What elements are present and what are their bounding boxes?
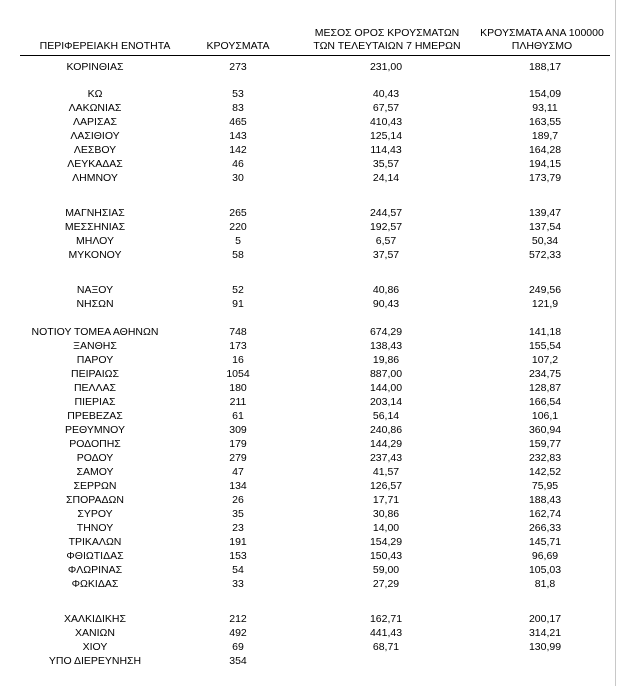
cell-region: ΝΗΣΩΝ xyxy=(76,298,114,310)
cell-avg-7-days: 27,29 xyxy=(372,578,400,590)
header-avg-line-2: ΤΩΝ ΤΕΛΕΥΤΑΙΩΝ 7 ΗΜΕΡΩΝ xyxy=(313,40,461,52)
cell-region: ΠΑΡΟΥ xyxy=(76,354,114,366)
cell-cases: 279 xyxy=(229,452,247,464)
cell-cases-per-100k: 232,83 xyxy=(528,452,562,464)
table-row xyxy=(0,235,619,248)
cell-avg-7-days: 40,86 xyxy=(372,284,400,296)
cell-region: ΦΛΩΡΙΝΑΣ xyxy=(67,564,123,576)
cell-avg-7-days: 144,29 xyxy=(369,438,403,450)
table-header xyxy=(0,0,619,60)
cell-cases-per-100k: 159,77 xyxy=(528,438,562,450)
cell-cases-per-100k: 145,71 xyxy=(528,536,562,548)
header-avg-7-days xyxy=(306,27,468,53)
cell-cases-per-100k: 50,34 xyxy=(531,235,559,247)
cell-cases: 191 xyxy=(229,536,247,548)
cell-avg-7-days: 17,71 xyxy=(372,494,400,506)
cell-region: ΤΗΝΟΥ xyxy=(76,522,114,534)
cell-avg-7-days: 126,57 xyxy=(369,480,403,492)
cell-cases: 52 xyxy=(232,284,244,296)
cell-region: ΛΑΚΩΝΙΑΣ xyxy=(68,102,122,114)
cell-region: ΝΟΤΙΟΥ ΤΟΜΕΑ ΑΘΗΝΩΝ xyxy=(31,326,159,338)
table-row xyxy=(0,340,619,353)
cell-cases: 273 xyxy=(229,61,247,73)
cell-cases: 69 xyxy=(232,641,244,653)
table-row xyxy=(0,102,619,115)
cell-avg-7-days: 162,71 xyxy=(369,613,403,625)
cell-cases-per-100k: 121,9 xyxy=(531,298,559,310)
cell-region: ΛΑΣΙΘΙΟΥ xyxy=(70,130,120,142)
header-cases-per-100k xyxy=(472,27,612,53)
table-row xyxy=(0,88,619,101)
cell-cases: 23 xyxy=(232,522,244,534)
table-row xyxy=(0,424,619,437)
table-row xyxy=(0,578,619,591)
cell-cases: 46 xyxy=(232,158,244,170)
cell-cases: 30 xyxy=(232,172,244,184)
cell-cases: 354 xyxy=(229,655,247,667)
table-row xyxy=(0,249,619,262)
cell-cases-per-100k: 173,79 xyxy=(528,172,562,184)
cell-avg-7-days: 90,43 xyxy=(372,298,400,310)
table-row xyxy=(0,354,619,367)
cell-region: ΚΩ xyxy=(87,88,103,100)
cell-cases: 179 xyxy=(229,438,247,450)
cell-cases: 1054 xyxy=(226,368,250,380)
table-row xyxy=(0,627,619,640)
cell-avg-7-days: 37,57 xyxy=(372,249,400,261)
table-row xyxy=(0,298,619,311)
cell-cases: 83 xyxy=(232,102,244,114)
cell-cases: 16 xyxy=(232,354,244,366)
table-row xyxy=(0,564,619,577)
cell-cases-per-100k: 188,17 xyxy=(528,61,562,73)
cell-cases-per-100k: 154,09 xyxy=(528,88,562,100)
table-row xyxy=(0,382,619,395)
cell-cases-per-100k: 96,69 xyxy=(531,550,559,562)
header-per100k-line-1: ΚΡΟΥΣΜΑΤΑ ΑΝΑ 100000 xyxy=(480,27,604,39)
cell-cases-per-100k: 142,52 xyxy=(528,466,562,478)
cell-region: ΥΠΟ ΔΙΕΡΕΥΝΗΣΗ xyxy=(48,655,142,667)
table-row xyxy=(0,116,619,129)
header-avg-line-1: ΜΕΣΟΣ ΟΡΟΣ ΚΡΟΥΣΜΑΤΩΝ xyxy=(314,27,460,39)
cell-cases: 61 xyxy=(232,410,244,422)
cell-region: ΜΥΚΟΝΟΥ xyxy=(68,249,122,261)
cell-cases: 492 xyxy=(229,627,247,639)
table-row xyxy=(0,396,619,409)
cell-cases: 265 xyxy=(229,207,247,219)
cell-cases-per-100k: 106,1 xyxy=(531,410,559,422)
table-row xyxy=(0,480,619,493)
cell-region: ΣΥΡΟΥ xyxy=(77,508,113,520)
cell-cases: 35 xyxy=(232,508,244,520)
cell-cases-per-100k: 162,74 xyxy=(528,508,562,520)
table-row xyxy=(0,326,619,339)
cell-region: ΧΑΛΚΙΔΙΚΗΣ xyxy=(64,613,126,625)
cell-cases-per-100k: 81,8 xyxy=(534,578,556,590)
cell-cases-per-100k: 164,28 xyxy=(528,144,562,156)
cell-cases-per-100k: 107,2 xyxy=(531,354,559,366)
cell-avg-7-days: 19,86 xyxy=(372,354,400,366)
cell-avg-7-days: 6,57 xyxy=(375,235,397,247)
cell-avg-7-days: 56,14 xyxy=(372,410,400,422)
cell-region: ΜΕΣΣΗΝΙΑΣ xyxy=(64,221,126,233)
cell-avg-7-days: 41,57 xyxy=(372,466,400,478)
cell-avg-7-days: 24,14 xyxy=(372,172,400,184)
cell-region: ΝΑΞΟΥ xyxy=(76,284,114,296)
header-region: ΠΕΡΙΦΕΡΕΙΑΚΗ ΕΝΟΤΗΤΑ xyxy=(39,40,171,52)
cell-region: ΚΟΡΙΝΘΙΑΣ xyxy=(66,61,124,73)
cell-avg-7-days: 67,57 xyxy=(372,102,400,114)
cell-cases: 142 xyxy=(229,144,247,156)
cell-cases: 212 xyxy=(229,613,247,625)
table-row xyxy=(0,438,619,451)
cell-cases: 54 xyxy=(232,564,244,576)
cell-cases: 180 xyxy=(229,382,247,394)
table-row xyxy=(0,508,619,521)
cell-region: ΡΕΘΥΜΝΟΥ xyxy=(64,424,125,436)
cell-region: ΞΑΝΘΗΣ xyxy=(73,340,117,352)
cell-avg-7-days: 40,43 xyxy=(372,88,400,100)
cell-avg-7-days: 237,43 xyxy=(369,452,403,464)
header-underline xyxy=(20,55,610,56)
cell-cases: 26 xyxy=(232,494,244,506)
cell-cases-per-100k: 163,55 xyxy=(528,116,562,128)
table-row xyxy=(0,158,619,171)
table-row xyxy=(0,130,619,143)
cell-cases-per-100k: 189,7 xyxy=(531,130,559,142)
cell-avg-7-days: 68,71 xyxy=(372,641,400,653)
cell-cases-per-100k: 200,17 xyxy=(528,613,562,625)
table-row xyxy=(0,144,619,157)
cell-avg-7-days: 410,43 xyxy=(369,116,403,128)
cell-region: ΡΟΔΟΥ xyxy=(76,452,114,464)
table-row xyxy=(0,522,619,535)
table-row xyxy=(0,410,619,423)
cell-cases: 309 xyxy=(229,424,247,436)
cell-avg-7-days: 144,00 xyxy=(369,382,403,394)
cell-avg-7-days: 150,43 xyxy=(369,550,403,562)
cell-region: ΠΕΙΡΑΙΩΣ xyxy=(71,368,119,380)
cell-cases-per-100k: 105,03 xyxy=(528,564,562,576)
cell-region: ΤΡΙΚΑΛΩΝ xyxy=(68,536,122,548)
cell-cases-per-100k: 128,87 xyxy=(528,382,562,394)
cell-region: ΛΕΣΒΟΥ xyxy=(73,144,117,156)
cell-region: ΛΕΥΚΑΔΑΣ xyxy=(67,158,123,170)
table-row xyxy=(0,550,619,563)
cell-cases-per-100k: 166,54 xyxy=(528,396,562,408)
cell-avg-7-days: 231,00 xyxy=(369,61,403,73)
cell-cases: 53 xyxy=(232,88,244,100)
table-row xyxy=(0,613,619,626)
cell-cases: 143 xyxy=(229,130,247,142)
cell-cases-per-100k: 130,99 xyxy=(528,641,562,653)
cell-cases-per-100k: 139,47 xyxy=(528,207,562,219)
cell-cases: 220 xyxy=(229,221,247,233)
cell-avg-7-days: 441,43 xyxy=(369,627,403,639)
cell-cases: 153 xyxy=(229,550,247,562)
cell-avg-7-days: 154,29 xyxy=(369,536,403,548)
table-row xyxy=(0,172,619,185)
cell-cases-per-100k: 75,95 xyxy=(531,480,559,492)
cell-region: ΛΗΜΝΟΥ xyxy=(72,172,118,184)
cell-cases-per-100k: 234,75 xyxy=(528,368,562,380)
header-cases: ΚΡΟΥΣΜΑΤΑ xyxy=(206,40,270,52)
cell-cases-per-100k: 249,56 xyxy=(528,284,562,296)
table-row xyxy=(0,452,619,465)
cell-region: ΠΕΛΛΑΣ xyxy=(73,382,117,394)
cell-region: ΡΟΔΟΠΗΣ xyxy=(69,438,121,450)
cell-cases-per-100k: 194,15 xyxy=(528,158,562,170)
cell-region: ΠΡΕΒΕΖΑΣ xyxy=(67,410,123,422)
cell-cases-per-100k: 314,21 xyxy=(528,627,562,639)
cell-region: ΣΕΡΡΩΝ xyxy=(73,480,117,492)
cell-avg-7-days: 203,14 xyxy=(369,396,403,408)
table-row xyxy=(0,221,619,234)
cell-avg-7-days: 192,57 xyxy=(369,221,403,233)
cell-region: ΠΙΕΡΙΑΣ xyxy=(74,396,116,408)
table-row xyxy=(0,284,619,297)
cell-cases-per-100k: 155,54 xyxy=(528,340,562,352)
table-row xyxy=(0,207,619,220)
cell-region: ΛΑΡΙΣΑΣ xyxy=(73,116,117,128)
cell-avg-7-days: 138,43 xyxy=(369,340,403,352)
cell-avg-7-days: 14,00 xyxy=(372,522,400,534)
cell-region: ΦΘΙΩΤΙΔΑΣ xyxy=(66,550,124,562)
cell-avg-7-days: 114,43 xyxy=(370,144,402,156)
cell-region: ΧΙΟΥ xyxy=(82,641,108,653)
table-row xyxy=(0,368,619,381)
table-row xyxy=(0,494,619,507)
cell-region: ΜΑΓΝΗΣΙΑΣ xyxy=(65,207,125,219)
cell-avg-7-days: 674,29 xyxy=(369,326,403,338)
cell-avg-7-days: 59,00 xyxy=(372,564,400,576)
cell-avg-7-days: 240,86 xyxy=(369,424,403,436)
cell-region: ΣΠΟΡΑΔΩΝ xyxy=(66,494,124,506)
cell-avg-7-days: 887,00 xyxy=(369,368,403,380)
table-row xyxy=(0,641,619,654)
cell-cases-per-100k: 572,33 xyxy=(528,249,562,261)
cell-cases-per-100k: 137,54 xyxy=(528,221,562,233)
cell-avg-7-days: 244,57 xyxy=(369,207,403,219)
cell-cases: 134 xyxy=(229,480,247,492)
cell-cases-per-100k: 93,11 xyxy=(532,102,558,114)
cell-cases: 5 xyxy=(235,235,241,247)
cell-avg-7-days: 125,14 xyxy=(369,130,403,142)
table-row xyxy=(0,466,619,479)
cell-cases: 465 xyxy=(229,116,247,128)
table-row xyxy=(0,655,619,668)
cell-cases-per-100k: 360,94 xyxy=(528,424,562,436)
cell-cases-per-100k: 188,43 xyxy=(528,494,562,506)
cell-cases-per-100k: 141,18 xyxy=(528,326,562,338)
cell-cases: 211 xyxy=(229,396,247,408)
table-row xyxy=(0,61,619,74)
cell-cases: 33 xyxy=(232,578,244,590)
header-per100k-line-2: ΠΛΗΘΥΣΜΟ xyxy=(511,40,573,52)
table-row xyxy=(0,536,619,549)
cell-region: ΣΑΜΟΥ xyxy=(76,466,114,478)
cell-region: ΧΑΝΙΩΝ xyxy=(75,627,115,639)
cell-cases-per-100k: 266,33 xyxy=(528,522,562,534)
cell-avg-7-days: 35,57 xyxy=(372,158,400,170)
cell-cases: 748 xyxy=(229,326,247,338)
cell-cases: 47 xyxy=(232,466,244,478)
cell-cases: 91 xyxy=(232,298,244,310)
cell-cases: 173 xyxy=(229,340,247,352)
cell-avg-7-days: 30,86 xyxy=(372,508,400,520)
cell-cases: 58 xyxy=(232,249,244,261)
cell-region: ΦΩΚΙΔΑΣ xyxy=(71,578,119,590)
cell-region: ΜΗΛΟΥ xyxy=(76,235,114,247)
